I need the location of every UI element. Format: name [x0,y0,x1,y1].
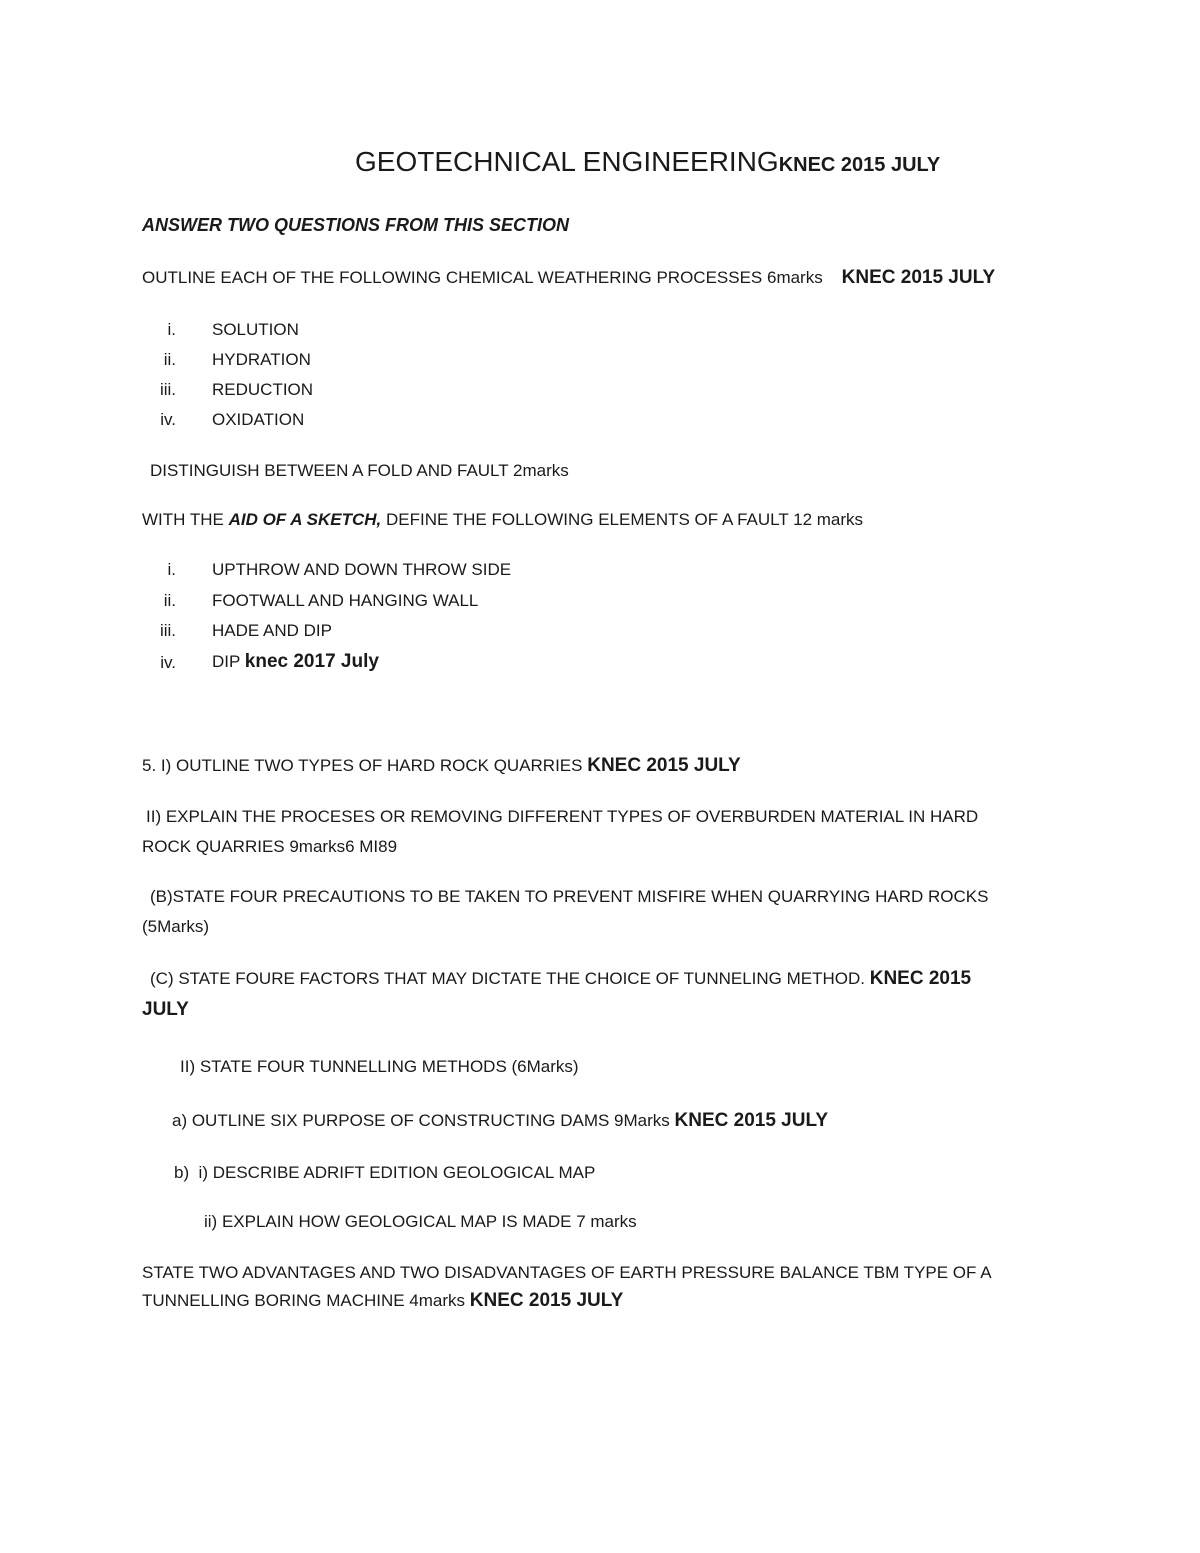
question-text: WITH THE [142,510,229,529]
list-item-text: DIP [212,652,241,671]
exam-tag: KNEC 2015 JULY [674,1110,828,1131]
question-b-line1: (B)STATE FOUR PRECAUTIONS TO BE TAKEN TO PREVENT MISFIRE WHEN QUARRYING HARD ROCKS [150,887,989,906]
question-text: TUNNELLING BORING MACHINE 4marks [142,1291,466,1310]
exam-tag: knec 2017 July [244,651,379,672]
list-item: OXIDATION [212,410,305,429]
list-item: REDUCTION [212,380,314,399]
title-main: GEOTECHNICAL ENGINEERING [355,146,779,177]
question-last-line2 [142,1290,623,1312]
question-b-line2: (5Marks) [142,917,210,936]
question-5-ii-line2: ROCK QUARRIES 9marks6 MI89 [142,837,398,856]
list-item: HADE AND DIP [212,621,332,640]
list-number: iv. [160,410,176,429]
question-b-ii: ii) EXPLAIN HOW GEOLOGICAL MAP IS MADE 7 marks [204,1212,637,1231]
list-number: i. [167,560,176,579]
list-item: SOLUTION [212,320,299,339]
list-number: ii. [163,350,176,369]
list-item [212,651,379,673]
list-number: iii. [159,380,176,399]
list-number: ii. [163,591,176,610]
question-5 [142,755,741,777]
exam-tag: KNEC 2015 JULY [841,267,996,288]
list-number: iii. [159,621,176,640]
list-number: iv. [160,653,176,672]
page-title [355,146,940,178]
list-number: i. [167,320,176,339]
exam-tag: KNEC 2015 JULY [469,1290,624,1311]
list-item: UPTHROW AND DOWN THROW SIDE [212,560,512,579]
question-fold-fault: DISTINGUISH BETWEEN A FOLD AND FAULT 2marks [150,461,569,480]
question-b-i: b) i) DESCRIBE ADRIFT EDITION GEOLOGICAL MAP [174,1163,596,1182]
question-weathering [142,267,995,289]
question-last-line1: STATE TWO ADVANTAGES AND TWO DISADVANTAGES OF EARTH PRESSURE BALANCE TBM TYPE OF A [142,1263,992,1282]
question-c-ii: II) STATE FOUR TUNNELLING METHODS (6Marks) [180,1057,579,1076]
question-5-ii-line1: II) EXPLAIN THE PROCESES OR REMOVING DIFFERENT TYPES OF OVERBURDEN MATERIAL IN HARD [146,807,979,826]
question-fault-elements [142,509,863,531]
question-text: 5. I) OUTLINE TWO TYPES OF HARD ROCK QUARRIES [142,756,583,775]
question-text: OUTLINE EACH OF THE FOLLOWING CHEMICAL WEATHERING PROCESSES 6marks [142,268,823,287]
exam-tag: KNEC 2015 [869,968,972,989]
question-c-line1 [150,968,971,990]
list-item: FOOTWALL AND HANGING WALL [212,591,479,610]
question-text: a) OUTLINE SIX PURPOSE OF CONSTRUCTING DAMS 9Marks [172,1111,670,1130]
question-text: (C) STATE FOURE FACTORS THAT MAY DICTATE THE CHOICE OF TUNNELING METHOD. [150,969,865,988]
exam-tag: KNEC 2015 JULY [587,755,741,776]
question-a [172,1110,828,1132]
question-emphasis: AID OF A SKETCH, [228,510,382,529]
section-heading: ANSWER TWO QUESTIONS FROM THIS SECTION [142,215,569,235]
list-item: HYDRATION [212,350,311,369]
question-text: DEFINE THE FOLLOWING ELEMENTS OF A FAULT 12 marks [381,510,864,529]
title-tag: KNEC 2015 JULY [778,154,941,176]
question-c-line2: JULY [142,999,189,1020]
